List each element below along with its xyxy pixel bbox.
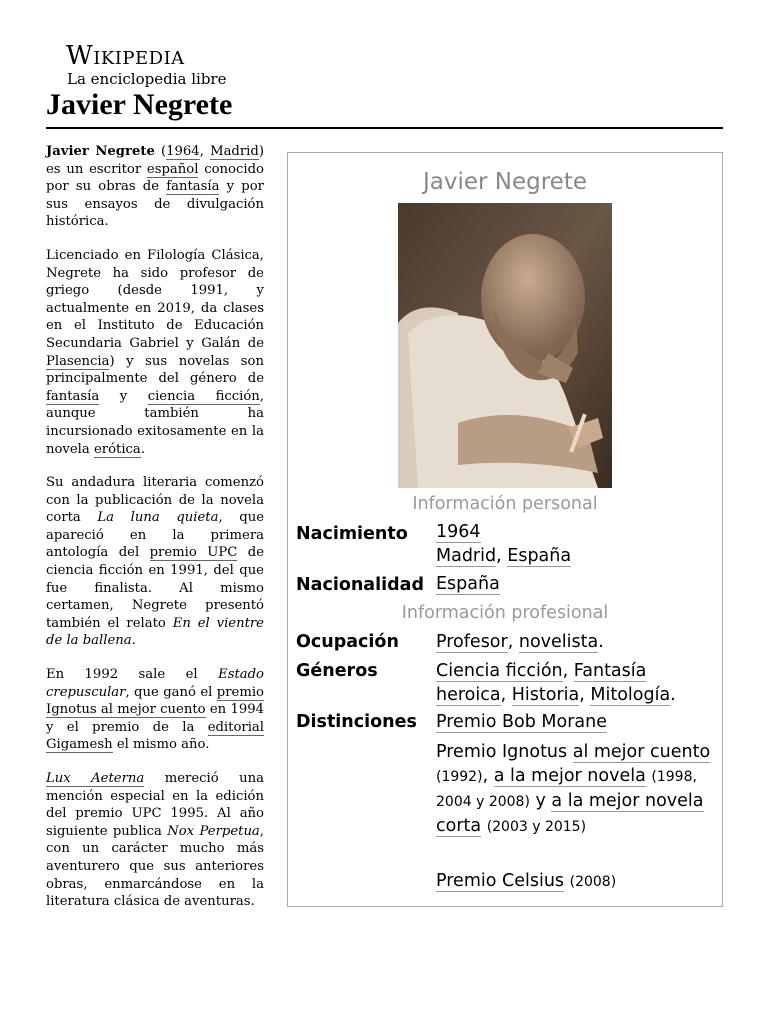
infobox-title: Javier Negrete [422, 169, 588, 195]
wikipedia-wordmark: Wikipedia [66, 41, 185, 71]
link-plasencia[interactable]: Plasencia [46, 353, 110, 369]
section-professional: Información profesional [401, 603, 609, 623]
label-distinciones: Distinciones [296, 712, 417, 732]
section-personal: Información personal [412, 494, 598, 514]
page-title: Javier Negrete [46, 88, 233, 121]
title-divider [46, 127, 723, 129]
label-nacimiento: Nacimiento [296, 524, 408, 544]
link-ciencia-ficcion[interactable]: ciencia ficción [147, 388, 260, 404]
link-nationality[interactable]: España [436, 574, 500, 594]
portrait-photo[interactable] [398, 203, 612, 488]
portrait-image [398, 203, 612, 488]
work-title: La luna quieta [97, 510, 219, 526]
article-paragraph-5: Lux Aeterna mereció una mención especial en la edición del premio UPC 1995. Al año siguiente publica Nox Perpetua, con un carácter mucho más aventurero que sus anteriores obras, enmarcándose en la literatura clásica de aventuras. [46, 771, 264, 910]
work-title: Estado crepuscular [46, 667, 264, 700]
value-nacimiento: 1964 Madrid, España [436, 522, 572, 566]
link-fantasia[interactable]: fantasía [166, 179, 220, 195]
link-erotica[interactable]: erótica [93, 441, 141, 457]
wikipedia-logo[interactable] [66, 42, 236, 88]
value-distincion-1 [436, 710, 716, 734]
label-ocupacion: Ocupación [296, 632, 399, 652]
link-editorial-gigamesh[interactable]: editorial Gigamesh [46, 719, 264, 753]
link-premio-upc[interactable]: premio UPC [149, 545, 238, 561]
link-espanol[interactable]: español [146, 161, 199, 177]
link-mejor-cuento[interactable]: al mejor cuento [572, 742, 711, 762]
label-nacionalidad: Nacionalidad [296, 575, 424, 595]
link-premio-ignotus[interactable]: premio Ignotus al mejor cuento [46, 684, 264, 718]
value-generos: Ciencia ficción, Fantasía heroica, Historia, Mitología. [436, 661, 676, 705]
infobox [287, 152, 723, 907]
link-lux-aeterna[interactable]: Lux Aeterna [46, 771, 145, 786]
article-body [46, 143, 264, 927]
value-distincion-3: Premio Celsius (2008) [436, 871, 617, 891]
link-birth-country[interactable]: España [507, 546, 572, 566]
link-historia[interactable]: Historia [511, 685, 580, 705]
link-premio-celsius[interactable]: Premio Celsius [436, 871, 565, 891]
link-mejor-novela[interactable]: a la mejor novela [493, 766, 646, 786]
article-paragraph-2: Licenciado en Filología Clásica, Negrete ha sido profesor de griego (desde 1991, y actualmente en 2019, da clases en el Instituto de Educación Secundaria Gabriel y Galán de Plasencia) y sus novelas son principalmente del género de fantasía y ciencia ficción, aunque también ha incursionado exitosamente en la novela erótica. [46, 247, 264, 457]
link-madrid[interactable]: Madrid [210, 144, 259, 159]
label-generos: Géneros [296, 661, 378, 681]
link-fantasia-heroica[interactable]: Fantasía heroica [436, 661, 647, 705]
link-ciencia-ficcion-genre[interactable]: Ciencia ficción [436, 661, 563, 681]
article-paragraph-1: Javier Negrete (1964, Madrid) es un escritor español conocido por su obras de fantasía y por sus ensayos de divulgación histórica. [46, 144, 264, 230]
work-title: Nox Perpetua [167, 823, 260, 839]
link-novelista[interactable]: novelista [518, 632, 599, 652]
link-1964[interactable]: 1964 [166, 144, 200, 159]
link-premio-bob-morane[interactable]: Premio Bob Morane [436, 712, 607, 732]
link-mitologia[interactable]: Mitología [590, 685, 671, 705]
link-fantasia-2[interactable]: fantasía [46, 388, 100, 404]
value-ocupacion: Profesor, novelista. [436, 632, 604, 652]
article-paragraph-4: En 1992 sale el Estado crepuscular, que ganó el premio Ignotus al mejor cuento en 1994 y el premio de la editorial Gigamesh el mismo año. [46, 667, 265, 753]
link-mejor-novela-corta[interactable]: a la mejor novela corta [436, 791, 704, 836]
value-distincion-2: Premio Ignotus al mejor cuento (1992), a la mejor novela (1998, 2004 y 2008) y a la mejor novela corta (2003 y 2015) [436, 742, 711, 836]
article-paragraph-3: Su andadura literaria comenzó con la publicación de la novela corta La luna quieta, que apareció en la primera antología del premio UPC de ciencia ficción en 1991, del que fue finalista. Al mismo certamen, Negrete presentó también el relato En el vientre de la ballena. [46, 475, 265, 649]
link-profesor[interactable]: Profesor [436, 632, 508, 652]
link-birth-city[interactable]: Madrid [436, 546, 497, 566]
value-nacionalidad [436, 572, 716, 596]
work-title: En el vientre de la ballena [46, 615, 264, 649]
wikipedia-tagline: La enciclopedia libre [67, 70, 227, 88]
subject-name: Javier Negrete [46, 144, 155, 159]
link-birth-year[interactable]: 1964 [436, 522, 481, 542]
